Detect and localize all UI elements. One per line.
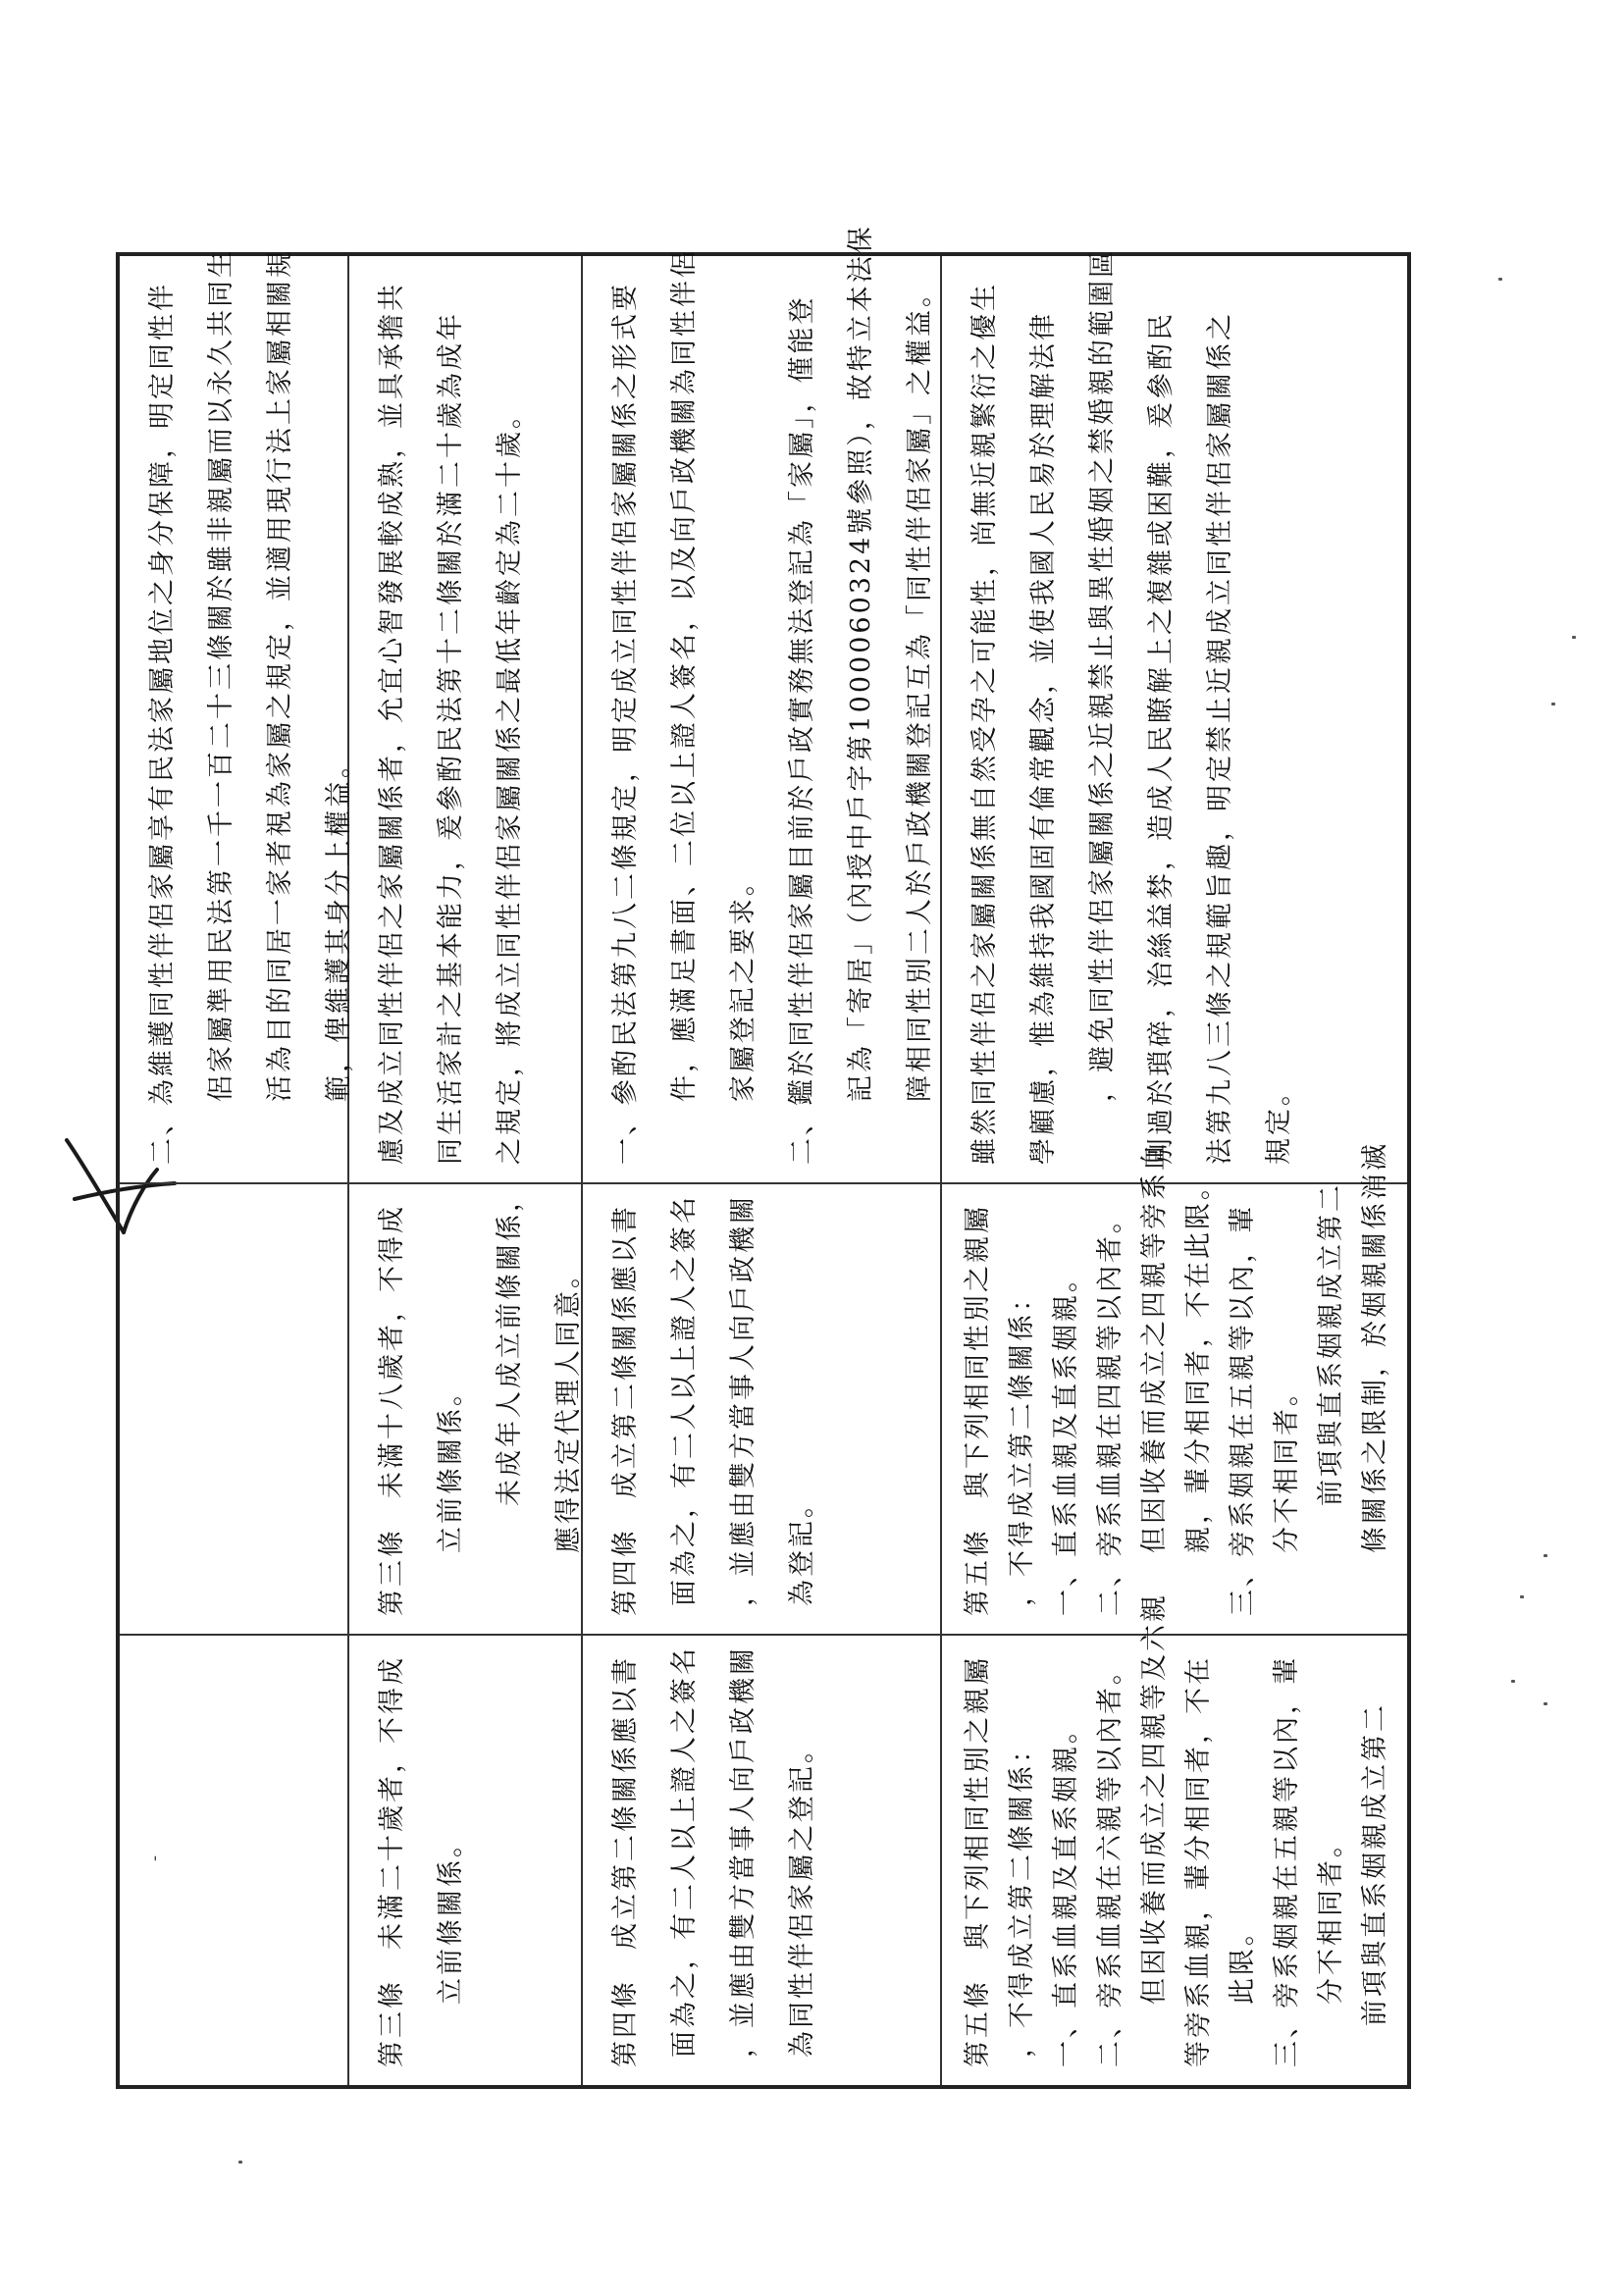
text-line: 分不相同者。 — [1316, 1828, 1346, 2005]
text-line: 學顧慮，惟為維持我國固有倫常觀念，並使我國人民易於理解法律 — [1028, 311, 1059, 1165]
text-line: 第四條 成立第二條關係應以書 — [610, 1204, 641, 1616]
row1-col3 — [120, 248, 354, 1182]
text-line: 規定。 — [1264, 1076, 1294, 1165]
text-line: ，不得成立第二條關係： — [1007, 1734, 1037, 2058]
text-line: 三、旁系姻親在五親等以內，輩 — [1272, 1655, 1302, 2067]
text-line: 前項與直系姻親成立第二 — [1360, 1702, 1390, 2026]
scan-speck — [1511, 1680, 1515, 1683]
empty-cell-mark: - — [144, 1852, 165, 1861]
text-line: 未成年人成立前條關係， — [495, 1182, 525, 1506]
text-line: 立前條關係。 — [436, 1377, 466, 1553]
text-line: 一、直系血親及直系姻親。 — [1051, 1263, 1081, 1616]
row3-col3 — [583, 224, 940, 1182]
row3-col1 — [583, 1634, 940, 2085]
text-line: 二、旁系血親在六親等以內者。 — [1095, 1655, 1126, 2067]
text-line: 一、參酌民法第九八二條規定，明定成立同性伴侶家屬關係之形式要 — [610, 282, 641, 1165]
scan-speck — [1551, 703, 1555, 705]
text-line: 活為目的同居一家者視為家屬之規定，並適用現行法上家屬相關規 — [265, 248, 295, 1102]
text-line: 第四條 成立第二條關係應以書 — [610, 1655, 641, 2067]
text-line: 為同性伴侶家屬之登記。 — [787, 1734, 817, 2058]
row4-col3 — [942, 248, 1407, 1182]
text-line: 面為之，有二人以上證人之簽名 — [669, 1194, 700, 1606]
text-line: 第三條 未滿十八歲者，不得成 — [377, 1204, 407, 1616]
text-line: 一、直系血親及直系姻親。 — [1051, 1714, 1081, 2067]
row4-col2 — [942, 1141, 1407, 1634]
text-line: ，並應由雙方當事人向戶政機關 — [728, 1194, 759, 1606]
text-line: 慮及成立同性伴侶之家屬關係者，允宜心智發展較成熟，並具承擔共 — [377, 282, 407, 1165]
text-line: 二、為維護同性伴侶家屬享有民法家屬地位之身分保障，明定同性伴 — [147, 282, 178, 1165]
scan-speck — [1498, 278, 1502, 281]
text-line: 別過於瑣碎，治絲益棼，造成人民瞭解上之複雜或困難，爰參酌民 — [1146, 311, 1177, 1165]
scan-speck — [238, 2161, 242, 2164]
text-line: 面為之，有二人以上證人之簽名 — [669, 1645, 700, 2058]
text-line: ，不得成立第二條關係： — [1007, 1282, 1037, 1606]
text-line: ，並應由雙方當事人向戶政機關 — [728, 1645, 759, 2058]
text-line: 同生活家計之基本能力，爰參酌民法第十二條關於滿二十歲為成年 — [436, 311, 466, 1165]
text-line: 二、旁系血親在四親等以內者。 — [1095, 1204, 1126, 1616]
text-line: 範，俾維護其身分上權益。 — [324, 749, 354, 1102]
text-line: 法第九八三條之規範旨趣，明定禁止近親成立同性伴侶家屬關係之 — [1205, 311, 1235, 1165]
text-line: 但因收養而成立之四親等旁系血 — [1139, 1141, 1170, 1553]
scan-speck — [1544, 1554, 1547, 1557]
text-line: 為登記。 — [787, 1488, 817, 1606]
text-line: 件，應滿足書面、二位以上證人簽名，以及向戶政機關為同性伴侶 — [669, 248, 700, 1102]
text-line: 等旁系血親，輩分相同者，不在 — [1183, 1655, 1214, 2067]
text-line: 家屬登記之要求。 — [728, 866, 759, 1102]
text-line: 雖然同性伴侶之家屬關係無自然受孕之可能性，尚無近親繁衍之優生 — [969, 282, 1000, 1165]
text-line: 親，輩分相同者，不在此限。 — [1183, 1171, 1214, 1553]
table-row-4 — [942, 248, 1407, 2085]
text-line: 侶家屬準用民法第一千一百二十三條關於雖非親屬而以永久共同生 — [206, 248, 236, 1102]
text-line: 第五條 與下列相同性別之親屬 — [963, 1655, 993, 2067]
scan-speck — [1544, 1702, 1547, 1705]
text-line: 應得法定代理人同意。 — [553, 1259, 584, 1553]
row4-col1 — [942, 1592, 1407, 2085]
comparison-table — [116, 224, 1411, 2089]
table-row-3 — [583, 224, 942, 2085]
text-line: ，避免同性伴侶家屬關係之近親禁止與異性婚姻之禁婚親的範圍區 — [1087, 248, 1118, 1102]
row2-col1 — [349, 1634, 581, 2085]
text-line: 條關係之限制，於姻親關係消滅 — [1360, 1141, 1390, 1553]
text-line: 但因收養而成立之四親等及六親 — [1139, 1592, 1170, 2005]
text-line: 立前條關係。 — [436, 1828, 466, 2005]
text-line: 前項與直系姻親成立第二 — [1316, 1182, 1346, 1506]
text-line: 第五條 與下列相同性別之親屬 — [963, 1204, 993, 1616]
text-line: 二、鑑於同性伴侶家屬目前於戶政實務無法登記為「家屬」，僅能登 — [787, 294, 817, 1165]
row2-col3 — [349, 256, 581, 1182]
text-line: 記為「寄居」（內授中戶字第1000060324號參照），故特立本法保 — [846, 224, 876, 1102]
scan-speck — [1572, 636, 1576, 639]
row1-col2 — [120, 1182, 347, 1634]
text-line: 三、旁系姻親在五親等以內，輩 — [1228, 1204, 1258, 1616]
table-row-1 — [120, 248, 354, 2085]
text-line: 分不相同者。 — [1272, 1377, 1302, 1553]
text-line: 之規定，將成立同性伴侶家屬關係之最低年齡定為二十歲。 — [495, 399, 525, 1165]
table-row-2 — [349, 256, 583, 2085]
row2-col2 — [349, 1182, 584, 1634]
text-line: 障相同性別二人於戶政機關登記互為「同性伴侶家屬」之權益。 — [905, 278, 935, 1102]
row1-col1 — [120, 1634, 347, 2085]
text-line: 此限。 — [1228, 1916, 1258, 2005]
text-line: 第三條 未滿二十歲者，不得成 — [377, 1655, 407, 2067]
scan-speck — [1520, 1595, 1524, 1598]
row3-col2 — [583, 1182, 940, 1634]
